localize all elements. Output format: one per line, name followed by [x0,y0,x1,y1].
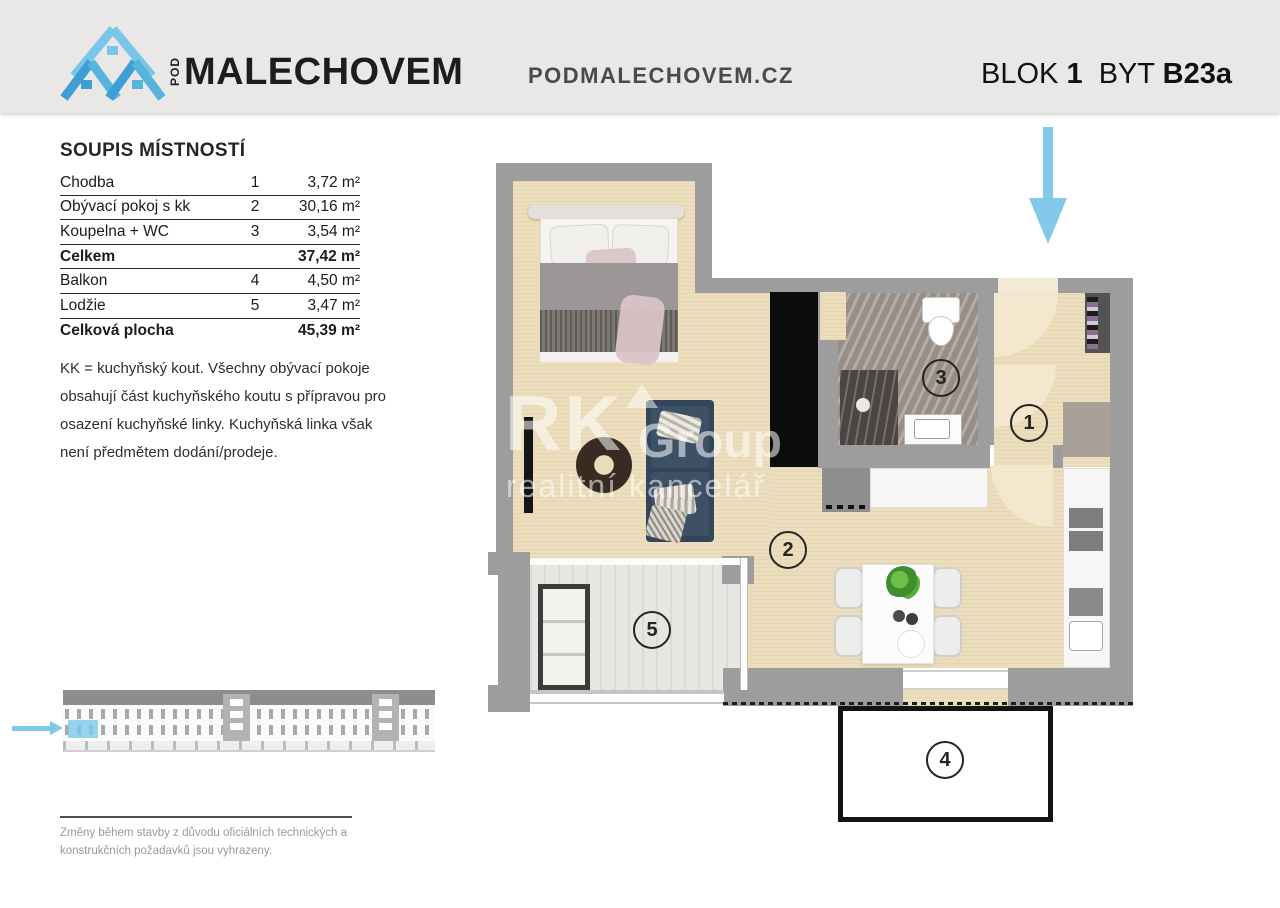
kitchen-note: KK = kuchyňský kout. Všechny obývací pokoje obsahují část kuchyňského koutu s přípravou pro osazení kuchyňské linky. Kuchyňská linka však není předmětem dodání/prodeje. [60,360,387,461]
row-label: Lodžie [60,296,106,314]
table-row-total [60,245,360,270]
unit-identifier [981,58,1232,91]
ground-line [63,750,435,752]
table-row [60,269,360,294]
shoes [1087,297,1098,349]
table-row [60,171,360,196]
table-row [60,220,360,245]
facade-edge-dashes [723,702,1133,705]
table-row [60,196,360,221]
unit-locator-arrow-head [50,721,63,735]
entrance-arrow-head [1029,198,1067,244]
highlighted-unit [68,720,98,738]
row-number: 3 [250,222,260,240]
unit-locator-arrow [12,726,52,731]
row-number: 2 [250,198,260,216]
loggia-shelf [538,584,590,690]
cooktop-burner [1069,508,1103,528]
building-elevation [63,690,435,754]
table-row [60,294,360,319]
byt-value: B23a [1162,58,1232,90]
brand-prefix: POD [168,56,182,86]
room-list-table [60,140,360,343]
wall-top [496,163,712,181]
elevation-base [63,741,435,750]
row-label: Celková plocha [60,321,174,339]
room-number-bath: 3 [922,359,960,397]
shoe-rack [1085,293,1110,353]
brand-logo-icon [60,24,166,106]
pink-blanket [614,294,666,367]
loggia-glass-wall [740,558,748,690]
entrance-arrow [1043,127,1053,199]
header-bar [0,0,1280,113]
wall-bedroom-right [695,181,712,293]
wall-bottom-right [1008,668,1133,706]
wall-bottom-left [723,668,903,706]
table-plant [886,566,920,600]
row-label: Celkem [60,247,116,265]
shelf-divider [543,653,585,656]
decor-sphere [893,610,905,622]
wall-kitchen-top [818,445,990,468]
watermark-rk: RK [505,379,624,467]
cooktop-burner [1069,531,1103,551]
loggia-sill [530,558,740,565]
row-label: Chodba [60,173,115,191]
stove-knobs [826,505,866,509]
dining-chair [932,567,962,609]
byt-label: BYT [1098,58,1155,90]
row-label: Obývací pokoj s kk [60,198,191,216]
row-label: Koupelna + WC [60,222,169,240]
room-number-hallway: 1 [1010,404,1048,442]
row-area: 4,50 m² [307,272,360,290]
wall-hall-top [712,278,998,293]
entrance-opening [998,278,1058,293]
watermark-tagline: realitní kancelář [506,468,766,504]
website-text: PODMALECHOVEM.CZ [528,63,794,88]
row-area: 37,42 m² [297,247,360,265]
row-number: 5 [250,296,260,314]
oven [1069,588,1103,616]
watermark-group: Group [638,415,782,468]
wall-notch [488,575,498,685]
brand-name: MALECHOVEM [184,51,464,93]
kitchen-sink [1069,621,1103,651]
row-number: 1 [250,173,260,191]
row-area: 45,39 m² [297,321,360,339]
decor-sphere [906,613,918,625]
dining-chair [834,567,864,609]
blok-value: 1 [1066,58,1083,90]
row-area: 3,47 m² [307,296,360,314]
disclaimer-text: Změny během stavby z důvodu oficiálních technických a konstrukčních požadavků jsou vyhrazeny. [60,827,348,857]
row-area: 3,72 m² [307,173,360,191]
wall-niche [820,292,846,340]
bed-headboard [528,205,684,219]
room-number-living: 2 [769,531,807,569]
row-label: Balkon [60,272,108,290]
room-number-balcony: 4 [926,741,964,779]
room-list-title: SOUPIS MÍSTNOSTÍ [60,140,246,161]
shower-drain [856,398,870,412]
disclaimer-rule [60,816,352,818]
wall-entry-right [1058,278,1113,293]
dining-chair [834,615,864,657]
entry-mat [1063,402,1110,457]
sink-basin [914,419,950,439]
table-row-total [60,319,360,344]
shelf-divider [543,620,585,623]
row-number: 4 [250,272,260,290]
watermark-house-icon [626,384,658,408]
plate [897,630,925,658]
row-area: 30,16 m² [298,198,360,216]
loggia-railing [530,690,724,704]
kitchen-counter-back [870,468,988,508]
row-area: 3,54 m² [307,222,360,240]
blok-label: BLOK [981,58,1059,90]
wall-door-jamb [1053,445,1063,468]
wall-right-outer [1110,278,1133,670]
room-number-loggia: 5 [633,611,671,649]
balcony-glass-door [903,670,1008,690]
wall-bath-right [978,293,994,445]
dining-chair [932,615,962,657]
